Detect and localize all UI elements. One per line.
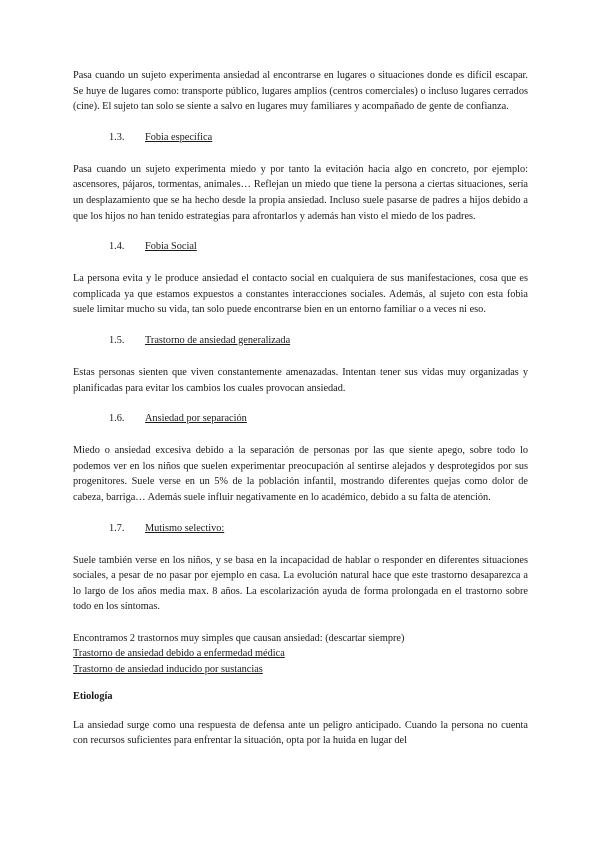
section-number: 1.4.	[109, 241, 125, 253]
section-title: Fobia específica	[145, 131, 213, 143]
document-page	[73, 68, 528, 765]
section-title: Ansiedad por separación	[145, 413, 247, 425]
section-title: Trastorno de ansiedad generalizada	[145, 334, 291, 346]
paragraph-fobia-especifica: Pasa cuando un sujeto experimenta miedo y por tanto la evitación hacia algo en concreto, por ejemplo: ascensores, pájaros, tormentas, animales… Reflejan un miedo que tiene la persona a ciertas situaciones, sería un desplazamiento que se ha hecho desde la propia ansiedad. Incluso suele pasarse de padres a hijos debido a que los hijos no han tenido estrategias para afrontarlos y además han visto el miedo de los padres.	[73, 163, 528, 222]
section-number: 1.7.	[109, 522, 125, 534]
heading-fobia-especifica	[73, 131, 528, 145]
heading-fobia-social	[73, 240, 528, 254]
trastorno-inducido-sustancias: Trastorno de ansiedad inducido por sustancias	[73, 664, 263, 676]
paragraph-mutismo-selectivo: Suele también verse en los niños, y se basa en la incapacidad de hablar o responder en diferentes situaciones sociales, a pesar de no pasar por ejemplo en casa. La evolución natural hace que este trastorno desaparezca a lo largo de los años media max. 8 años. La escolarización ayuda de forma prolongada en el trastorno sobre todo en los síntomas.	[73, 554, 528, 613]
paragraph-fobia-social: La persona evita y le produce ansiedad el contacto social en cualquiera de sus manifestaciones, cosa que es complicada ya que estamos expuestos a constantes interacciones sociales. Además, al sujeto con esta fobia suele limitar mucho su vida, tan solo puede encontrarse bien en un entorno familiar o a veces ni eso.	[73, 273, 528, 316]
paragraph-ansiedad-separacion: Miedo o ansiedad excesiva debido a la separación de personas por las que siente apego, sobre todo lo podemos ver en los niños que suelen experimentar preocupación al sentirse alejados y desprotegidos por sus progenitores. Suele verse en un 5% de la población infantil, mostrando diferentes quejas como dolor de cabeza, barriga… Además suele influir negativamente en lo académico, debido a su falta de atención.	[73, 445, 528, 503]
intro-paragraph: Pasa cuando un sujeto experimenta ansiedad al encontrarse en lugares o situaciones donde es difícil escapar. Se huye de lugares como: transporte público, lugares amplios (centros comerciales) o incluso lugares cerrados (cine). El sujeto tan solo se siente a salvo en lugares muy familiares y acompañado de gente de confianza.	[73, 70, 528, 113]
trastorno-enfermedad-medica: Trastorno de ansiedad debido a enfermedad médica	[73, 648, 285, 660]
trastornos-intro-line: Encontramos 2 trastornos muy simples que causan ansiedad: (descartar siempre)	[73, 632, 405, 644]
section-number: 1.3.	[109, 131, 125, 143]
section-title: Fobia Social	[145, 241, 197, 253]
heading-mutismo-selectivo	[73, 522, 528, 536]
section-title: Mutismo selectivo:	[145, 522, 225, 534]
paragraph-ansiedad-generalizada: Estas personas sienten que viven constantemente amenazadas. Intentan tener sus vidas muy organizadas y planificadas para evitar los cambios los cuales provocan ansiedad.	[73, 366, 528, 394]
etiologia-heading: Etiología	[73, 690, 113, 702]
heading-ansiedad-separacion	[73, 412, 528, 426]
section-number: 1.6.	[109, 413, 125, 425]
heading-ansiedad-generalizada	[73, 334, 528, 348]
section-number: 1.5.	[109, 334, 125, 346]
etiologia-paragraph: La ansiedad surge como una respuesta de defensa ante un peligro anticipado. Cuando la persona no cuenta con recursos suficientes para enfrentar la situación, opta por la huida en lugar del	[73, 719, 528, 747]
